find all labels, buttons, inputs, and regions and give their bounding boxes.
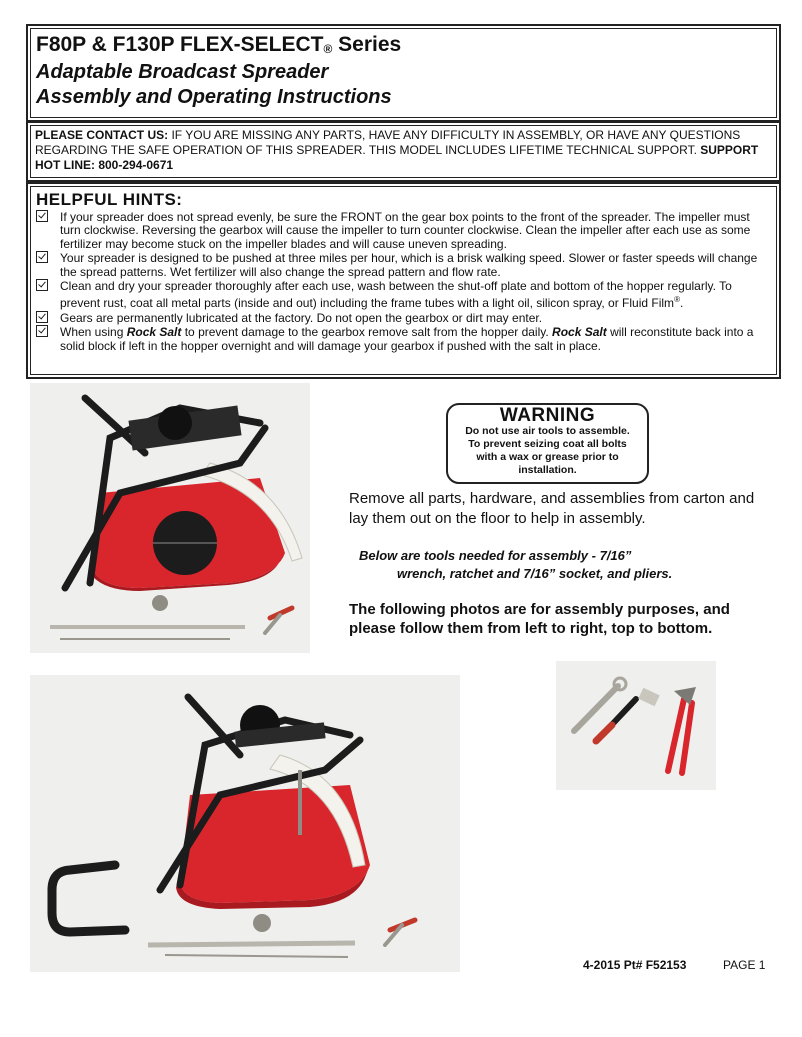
title-text: F80P & F130P FLEX-SELECT bbox=[36, 33, 324, 56]
tools-needed-line-1: Below are tools needed for assembly - 7/16” bbox=[359, 548, 632, 563]
tools-needed-line-2: wrench, ratchet and 7/16” socket, and pliers. bbox=[397, 566, 673, 581]
support-hotline: SUPPORT HOT LINE: 800-294-0671 bbox=[35, 143, 759, 172]
photo-spreader-assembly bbox=[30, 675, 460, 972]
checkbox-checked-icon bbox=[36, 210, 48, 222]
warning-text: Do not use air tools to assemble. To prevent seizing coat all bolts with a wax or grease prior to installation. bbox=[465, 425, 630, 476]
subtitle-product: Adaptable Broadcast Spreader bbox=[36, 61, 329, 83]
document-title bbox=[36, 33, 401, 57]
page-number: PAGE 1 bbox=[723, 958, 766, 972]
remove-parts-instruction: Remove all parts, hardware, and assemblies from carton and lay them out on the floor to help in assembly. bbox=[349, 490, 755, 527]
hints-heading: HELPFUL HINTS: bbox=[36, 190, 183, 209]
photo-tools bbox=[556, 661, 716, 790]
checkbox-checked-icon bbox=[36, 251, 48, 263]
hint-item: Your spreader is designed to be pushed at three miles per hour, which is a brisk walking speed. Slower or faster speeds will change the spread patterns. Wet fertilizer will also change the spread pattern and flow rate. bbox=[36, 251, 771, 279]
hint-item: If your spreader does not spread evenly, be sure the FRONT on the gear box points to the front of the spreader. The impeller must turn clockwise. Reversing the gearbox will cause the impeller to turn counter clockwise. Clean the impeller after each use as some fertilizer may become stuck on the impeller blades and will cause uneven spreading. bbox=[36, 210, 771, 251]
hints-list bbox=[36, 210, 771, 353]
photos-order-note: The following photos are for assembly purposes, and please follow them from left to right, top to bottom. bbox=[349, 601, 730, 637]
hint-item: Clean and dry your spreader thoroughly after each use, wash between the shut-off plate and bottom of the hopper regularly. To prevent rust, coat all metal parts (inside and out) including the frame tubes with a light oil, silicon spray, or Fluid Film®. bbox=[36, 279, 771, 311]
hint-item: Gears are permanently lubricated at the factory. Do not open the gearbox or dirt may enter. bbox=[36, 311, 771, 325]
checkbox-checked-icon bbox=[36, 311, 48, 323]
checkbox-checked-icon bbox=[36, 325, 48, 337]
contact-label: PLEASE CONTACT US: bbox=[35, 128, 169, 142]
title-suffix: Series bbox=[332, 33, 402, 56]
warning-box bbox=[446, 403, 649, 484]
contact-body: IF YOU ARE MISSING ANY PARTS, HAVE ANY DIFFICULTY IN ASSEMBLY, OR HAVE ANY QUESTIONS REGARDING THE SAFE OPERATION OF THIS SPREADER. THIS MODEL INCLUDES LIFETIME TECHNICAL SUPPORT. bbox=[35, 128, 741, 157]
subtitle-instructions: Assembly and Operating Instructions bbox=[36, 86, 392, 108]
registered-mark: ® bbox=[323, 42, 333, 56]
contact-notice bbox=[35, 128, 770, 173]
checkbox-checked-icon bbox=[36, 279, 48, 291]
warning-title: WARNING bbox=[499, 405, 596, 426]
hint-item: When using Rock Salt to prevent damage to the gearbox remove salt from the hopper daily. Rock Salt will reconstitute back into a solid block if left in the hopper overnight and will damage your gearbox if pushed with the salt in place. bbox=[36, 325, 771, 353]
photo-spreader-parts bbox=[30, 383, 310, 653]
part-number: 4-2015 Pt# F52153 bbox=[583, 958, 687, 972]
